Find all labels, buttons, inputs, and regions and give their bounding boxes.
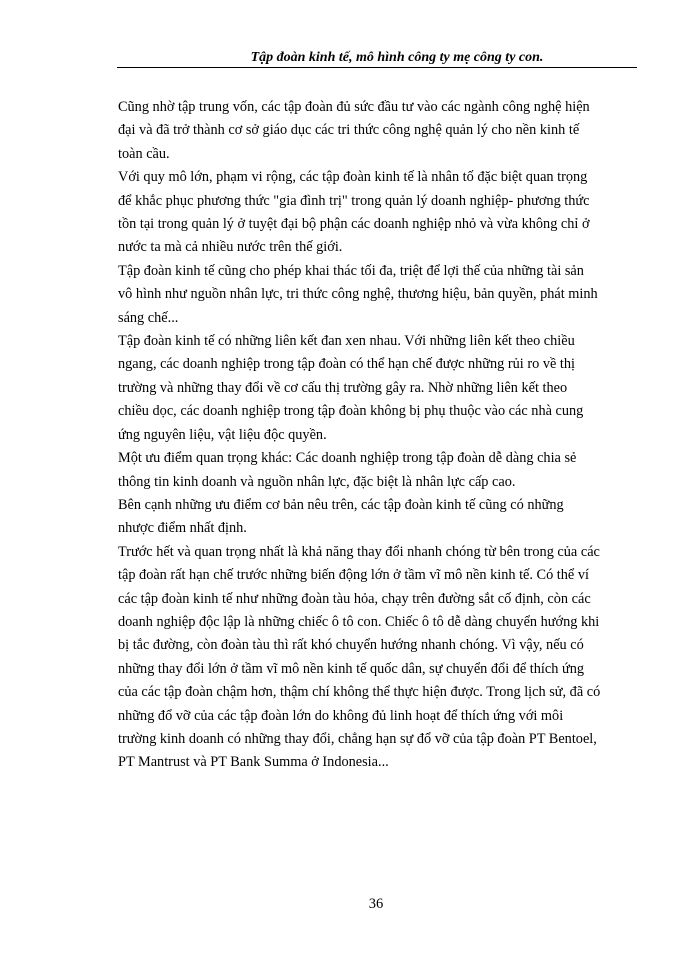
text-line: trường kinh doanh có những thay đổi, chẳng hạn sự đổ vỡ của tập đoàn PT Bentoel, [118,730,597,747]
text-line: bị tắc đường, còn đoàn tàu thì rất khó chuyển hướng nhanh chóng. Vì vậy, nếu có [118,637,584,654]
text-line: thông tin kinh doanh và nguồn nhân lực, đặc biệt là nhân lực cấp cao. [118,473,516,490]
paragraph [118,260,638,330]
text-line: những thay đổi lớn ở tầm vĩ mô nền kinh tế quốc dân, sự chuyển đổi để thích ứng [118,660,585,677]
text-line: Tập đoàn kinh tế cũng cho phép khai thác tối đa, triệt để lợi thế của những tài sản [118,262,584,279]
text-line: nhược điểm nhất định. [118,520,247,537]
text-line: Trước hết và quan trọng nhất là khả năng thay đổi nhanh chóng từ bên trong của các [118,543,600,560]
body-text [118,96,638,775]
text-line: PT Mantrust và PT Bank Summa ở Indonesia... [118,754,389,771]
text-line: sáng chế... [118,309,179,326]
page-number: 36 [368,896,384,912]
text-line: để khắc phục phương thức "gia đình trị" trong quản lý doanh nghiệp- phương thức [118,192,590,209]
text-line: ngang, các doanh nghiệp trong tập đoàn có thể hạn chế được những rủi ro về thị [118,356,575,373]
text-line: ứng nguyên liệu, vật liệu độc quyền. [118,426,327,443]
text-line: đại và đã trở thành cơ sở giáo dục các tri thức công nghệ quản lý cho nền kinh tế [118,122,580,139]
text-line: Tập đoàn kinh tế có những liên kết đan xen nhau. Với những liên kết theo chiều [118,333,575,350]
text-line: doanh nghiệp độc lập là những chiếc ô tô con. Chiếc ô tô dễ dàng chuyển hướng khi [118,613,600,630]
paragraph [118,330,638,447]
text-line: chiều dọc, các doanh nghiệp trong tập đoàn không bị phụ thuộc vào các nhà cung [118,403,584,420]
text-line: tập đoàn rất hạn chế trước những biến động lớn ở tầm vĩ mô nền kinh tế. Có thể ví [118,567,589,584]
text-line: Bên cạnh những ưu điểm cơ bản nêu trên, các tập đoàn kinh tế cũng có những [118,496,564,513]
text-line: các tập đoàn kinh tế như những đoàn tàu hỏa, chạy trên đường sắt cố định, còn các [118,590,591,607]
running-header [117,50,637,68]
text-line: toàn cầu. [118,145,170,162]
text-line: Một ưu điểm quan trọng khác: Các doanh nghiệp trong tập đoàn dễ dàng chia sẻ [118,450,577,467]
header-title: Tập đoàn kinh tế, mô hình công ty mẹ công ty con. [250,50,544,65]
text-line: Với quy mô lớn, phạm vi rộng, các tập đoàn kinh tế là nhân tố đặc biệt quan trọng [118,169,588,186]
text-line: những đổ vỡ của các tập đoàn lớn do không đủ linh hoạt để thích ứng với môi [118,707,564,724]
text-line: vô hình như nguồn nhân lực, tri thức công nghệ, thương hiệu, bản quyền, phát minh [118,286,598,303]
text-line: nước ta mà cả nhiều nước trên thế giới. [118,239,343,256]
text-line: của các tập đoàn chậm hơn, thậm chí không thể thực hiện được. Trong lịch sử, đã có [118,684,601,701]
text-line: trường và những thay đổi về cơ cấu thị trường gây ra. Nhờ những liên kết theo [118,379,568,396]
paragraph [118,166,638,260]
paragraph [118,494,638,541]
text-line: Cũng nhờ tập trung vốn, các tập đoàn đủ sức đầu tư vào các ngành công nghệ hiện [118,99,590,115]
paragraph [118,447,638,494]
text-line: tồn tại trong quản lý ở tuyệt đại bộ phận các doanh nghiệp nhỏ và vừa không chỉ ở [118,216,590,233]
paragraph [118,541,638,775]
paragraph [118,96,638,166]
